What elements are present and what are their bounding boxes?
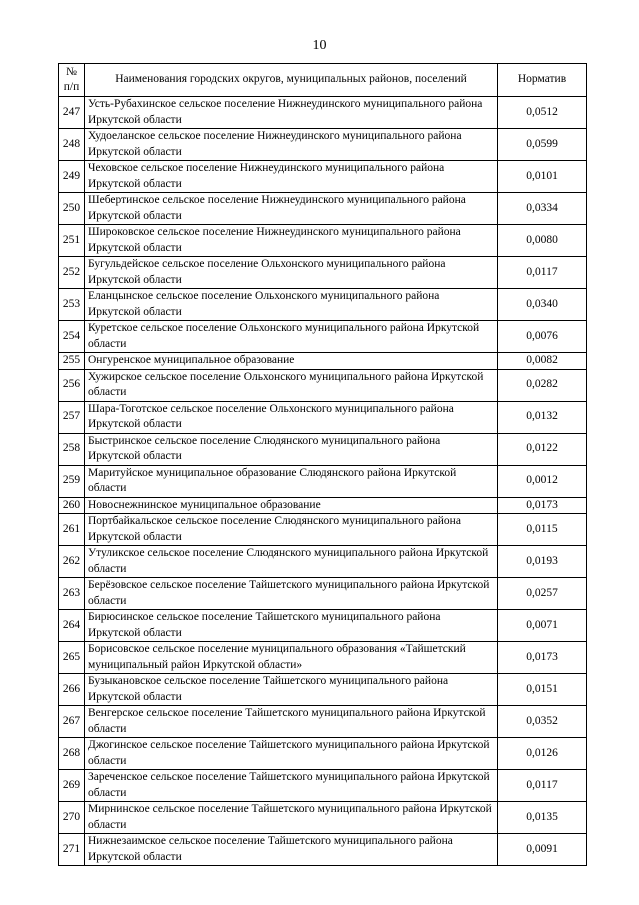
settlement-name: Новоснежнинское муниципальное образование (85, 497, 498, 514)
row-number: 265 (59, 642, 85, 674)
table-row (59, 674, 587, 706)
row-number: 271 (59, 834, 85, 866)
table-row (59, 193, 587, 225)
normative-table (58, 63, 587, 866)
normative-value: 0,0173 (498, 497, 587, 514)
row-number: 264 (59, 610, 85, 642)
row-number: 248 (59, 129, 85, 161)
normative-value: 0,0071 (498, 610, 587, 642)
table-row (59, 433, 587, 465)
row-number: 253 (59, 289, 85, 321)
normative-value: 0,0091 (498, 834, 587, 866)
normative-value: 0,0080 (498, 225, 587, 257)
normative-value: 0,0101 (498, 161, 587, 193)
settlement-name: Венгерское сельское поселение Тайшетского муниципального района Иркутской области (85, 706, 498, 738)
settlement-name: Широковское сельское поселение Нижнеудинского муниципального района Иркутской области (85, 225, 498, 257)
normative-value: 0,0117 (498, 770, 587, 802)
settlement-name: Джогинское сельское поселение Тайшетского муниципального района Иркутской области (85, 738, 498, 770)
table-body (59, 97, 587, 866)
row-number: 252 (59, 257, 85, 289)
table-row (59, 369, 587, 401)
normative-value: 0,0117 (498, 257, 587, 289)
table-row (59, 465, 587, 497)
settlement-name: Еланцынское сельское поселение Ольхонского муниципального района Иркутской области (85, 289, 498, 321)
normative-value: 0,0512 (498, 97, 587, 129)
row-number: 258 (59, 433, 85, 465)
table-header (59, 64, 587, 97)
normative-value: 0,0352 (498, 706, 587, 738)
settlement-name: Нижнезаимское сельское поселение Тайшетского муниципального района Иркутской области (85, 834, 498, 866)
table-row (59, 546, 587, 578)
normative-value: 0,0193 (498, 546, 587, 578)
row-number: 270 (59, 802, 85, 834)
row-number: 249 (59, 161, 85, 193)
settlement-name: Берёзовское сельское поселение Тайшетского муниципального района Иркутской области (85, 578, 498, 610)
row-number: 261 (59, 514, 85, 546)
row-number: 257 (59, 401, 85, 433)
row-number: 262 (59, 546, 85, 578)
header-name: Наименования городских округов, муниципальных районов, поселений (85, 64, 498, 97)
row-number: 251 (59, 225, 85, 257)
normative-value: 0,0135 (498, 802, 587, 834)
normative-value: 0,0122 (498, 433, 587, 465)
settlement-name: Бузыкановское сельское поселение Тайшетского муниципального района Иркутской области (85, 674, 498, 706)
row-number: 247 (59, 97, 85, 129)
table-row (59, 401, 587, 433)
table-row (59, 289, 587, 321)
settlement-name: Онгуренское муниципальное образование (85, 353, 498, 370)
settlement-name: Шара-Тоготское сельское поселение Ольхонского муниципального района Иркутской области (85, 401, 498, 433)
row-number: 269 (59, 770, 85, 802)
settlement-name: Зареченское сельское поселение Тайшетского муниципального района Иркутской области (85, 770, 498, 802)
normative-value: 0,0012 (498, 465, 587, 497)
row-number: 268 (59, 738, 85, 770)
settlement-name: Усть-Рубахинское сельское поселение Нижнеудинского муниципального района Иркутской области (85, 97, 498, 129)
row-number: 267 (59, 706, 85, 738)
table-row (59, 129, 587, 161)
normative-value: 0,0173 (498, 642, 587, 674)
settlement-name: Шебертинское сельское поселение Нижнеудинского муниципального района Иркутской области (85, 193, 498, 225)
table-row (59, 97, 587, 129)
table-row (59, 353, 587, 370)
normative-value: 0,0151 (498, 674, 587, 706)
table-row (59, 610, 587, 642)
settlement-name: Маритуйское муниципальное образование Слюдянского района Иркутской области (85, 465, 498, 497)
row-number: 255 (59, 353, 85, 370)
settlement-name: Бугульдейское сельское поселение Ольхонского муниципального района Иркутской области (85, 257, 498, 289)
row-number: 259 (59, 465, 85, 497)
table-row (59, 225, 587, 257)
normative-value: 0,0340 (498, 289, 587, 321)
row-number: 266 (59, 674, 85, 706)
row-number: 256 (59, 369, 85, 401)
settlement-name: Худоеланское сельское поселение Нижнеудинского муниципального района Иркутской области (85, 129, 498, 161)
normative-value: 0,0282 (498, 369, 587, 401)
row-number: 254 (59, 321, 85, 353)
settlement-name: Бирюсинское сельское поселение Тайшетского муниципального района Иркутской области (85, 610, 498, 642)
settlement-name: Борисовское сельское поселение муниципального образования «Тайшетский муниципальный район Иркутской области» (85, 642, 498, 674)
table-row (59, 578, 587, 610)
normative-value: 0,0115 (498, 514, 587, 546)
header-value: Норматив (498, 64, 587, 97)
normative-value: 0,0076 (498, 321, 587, 353)
normative-value: 0,0082 (498, 353, 587, 370)
row-number: 260 (59, 497, 85, 514)
table-row (59, 161, 587, 193)
settlement-name: Куретское сельское поселение Ольхонского муниципального района Иркутской области (85, 321, 498, 353)
settlement-name: Мирнинское сельское поселение Тайшетского муниципального района Иркутской области (85, 802, 498, 834)
page-number: 10 (312, 38, 327, 53)
table-row (59, 321, 587, 353)
normative-value: 0,0257 (498, 578, 587, 610)
normative-value: 0,0599 (498, 129, 587, 161)
normative-value: 0,0334 (498, 193, 587, 225)
table-row (59, 706, 587, 738)
row-number: 250 (59, 193, 85, 225)
table-row (59, 834, 587, 866)
normative-value: 0,0132 (498, 401, 587, 433)
table-row (59, 497, 587, 514)
settlement-name: Портбайкальское сельское поселение Слюдянского муниципального района Иркутской области (85, 514, 498, 546)
header-num: № п/п (59, 64, 85, 97)
table-row (59, 514, 587, 546)
table-row (59, 642, 587, 674)
settlement-name: Чеховское сельское поселение Нижнеудинского муниципального района Иркутской области (85, 161, 498, 193)
settlement-name: Утуликское сельское поселение Слюдянского муниципального района Иркутской области (85, 546, 498, 578)
settlement-name: Быстринское сельское поселение Слюдянского муниципального района Иркутской области (85, 433, 498, 465)
table-row (59, 257, 587, 289)
normative-value: 0,0126 (498, 738, 587, 770)
settlement-name: Хужирское сельское поселение Ольхонского муниципального района Иркутской области (85, 369, 498, 401)
row-number: 263 (59, 578, 85, 610)
table-row (59, 770, 587, 802)
table-row (59, 802, 587, 834)
table-row (59, 738, 587, 770)
